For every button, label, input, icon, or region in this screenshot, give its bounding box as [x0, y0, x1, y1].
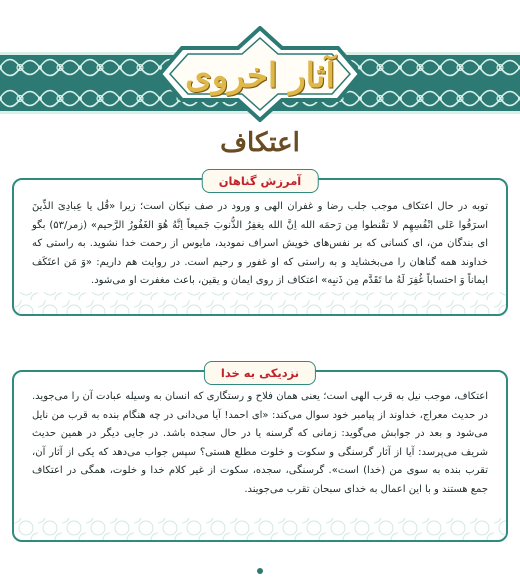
- bottom-ornament: [254, 560, 266, 568]
- section-heading-closeness: نزدیکی به خدا: [204, 361, 316, 385]
- section-subtitle: اعتکاف: [220, 128, 300, 158]
- section-body-forgiveness: توبه در حال اعتکاف موجب جلب رضا و غفران الهی و ورود در صف نیکان است؛ زیرا «قُل یا عِبادِیَ الذِّینَ اسرَفُوا عَلی انْفُسِهِم لا تقْنطوا مِن رَحمَه الله اِنَّ الله یغفِرُ الذُّنوبَ جَمیعاً اِنَّهُ هُوَ الغَفُورُ الرَّحیم» (زمر/۵۳) بگو ای بندگان من، ای کسانی که بر نفس‌های خویش اسراف نمودید، مایوس از رحمت خدا نشوید. به راستی که خداوند همه گناهان را می‌بخشاید و به راستی که او غفور و رحیم است. در روایت هم داریم: «وَ مَن اعتَکَف ایماناً وَ احتساباً غُفِرَ لَهُ ما تَقَدَّم مِن ذَنبِه» اعتکاف از روی ایمان و یقین، باعث مغفرت او می‌شود.: [32, 201, 488, 286]
- closeness-panel: [12, 366, 508, 542]
- section-body-closeness: اعتکاف، موجب نیل به قرب الهی است؛ یعنی همان فلاح و رستگاری که انسان به وسیله عبادت آن را می‌جوید. در حدیث معراج، خداوند از پیامبر خود سوال می‌کند: «ای احمد! آیا می‌دانی در چه هنگام بنده به قرب من نایل می‌شود و بعد در جوابش می‌گوید: زمانی که گرسنه یا در حال سجده باشد. در جایی دیگر در همین حدیث شریف می‌پرسد: آیا از آثار گرسنگی و سکوت و خلوت مطلع هستی؟ سپس جواب می‌دهد که یکی از آثار آن، تقرب بنده به سوی من (خدا) است». گرسنگی، سجده، سکوت از غیر کلام خدا و خلوت، همگی در اعتکاف جمع هستند و با این اعمال به خدای سبحان تقرب می‌جویند.: [32, 391, 488, 495]
- page-title: آثار اخروی: [185, 56, 335, 96]
- section-heading-forgiveness: آمرزش گناهان: [202, 169, 319, 193]
- forgiveness-panel: [12, 174, 508, 316]
- ornament-icon: [254, 567, 266, 575]
- title-medallion: [152, 26, 368, 122]
